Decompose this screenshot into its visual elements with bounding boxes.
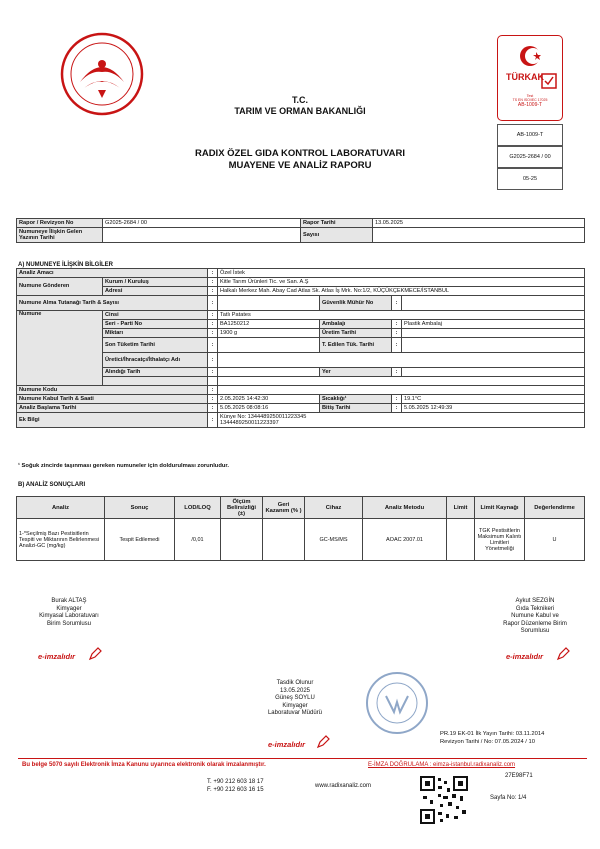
right-signer-title: Gıda Teknikeri	[515, 605, 555, 612]
center-signer-name: Güneş SOYLU	[275, 695, 315, 701]
certified-date: 13.05.2025	[279, 687, 311, 694]
table-row: Son Tüketim Tarihi : T. Edilen Tük. Tarihi :	[17, 338, 585, 353]
turkak-standard: TS EN ISO/IEC 17025	[512, 98, 548, 102]
analysis-limit-source: TGK Pestisitlerin Maksimum Kalıntı Limitleri Yönetmeliği	[475, 519, 525, 561]
col-method: Analiz Metodu	[363, 497, 447, 519]
ministry-line1: T.C.	[291, 95, 308, 105]
form-info-line2: Revizyon Tarihi / No: 07.05.2024 / 10	[440, 739, 535, 745]
place-label: Yer	[320, 368, 392, 377]
contact-info	[207, 778, 264, 794]
acceptance-label: Numune Kabul Tarih & Saati	[17, 395, 208, 404]
results-table	[16, 496, 585, 561]
report-info-table	[16, 218, 585, 243]
table-row: Analiz Başlama Tarihi : 5.05.2025 08:08:16 Bitiş Tarihi : 5.05.2025 12:49:39	[17, 404, 585, 413]
type-value: Tatlı Patates	[218, 311, 585, 320]
reception-label: T. Edilen Tük. Tarihi	[320, 338, 392, 353]
request-date-label: Numuneye İlişkin Gelen Yazının Tarihi	[17, 228, 103, 243]
analysis-device: GC-MS/MS	[305, 519, 363, 561]
table-row	[17, 519, 585, 561]
accreditation-code-box: AB-1009-T	[497, 124, 563, 146]
purchase-date-label: Alındığı Tarih	[103, 368, 208, 377]
analysis-end-label: Bitiş Tarihi	[320, 404, 392, 413]
temperature-value: 19.1°C	[402, 395, 585, 404]
ministry-line2: TARIM VE ORMAN BAKANLIĞI	[234, 106, 366, 116]
report-no-label: Rapor / Revizyon No	[17, 219, 103, 228]
table-row: Numune Alma Tutanağı Tarih & Sayısı : Güvenlik Mühür No :	[17, 296, 585, 311]
table-row: Üretici/İhracatçı/İthalatçı Adı :	[17, 353, 585, 368]
sample-code-label: Numune Kodu	[17, 386, 208, 395]
address-label: Adresi	[103, 287, 208, 296]
analysis-uncertainty	[221, 519, 263, 561]
pen-icon	[88, 647, 102, 663]
footer-divider	[18, 758, 587, 759]
right-signer-dept: Numune Kabul ve	[511, 613, 559, 619]
extra-info-label: Ek Bilgi	[17, 413, 208, 428]
temperature-label: Sıcaklığı¹	[320, 395, 392, 404]
table-row: Ek Bilgi : Künye No: 1344489250011223345 1344489250011223397	[17, 413, 585, 428]
table-row: Numune Cinsi : Tatlı Patates	[17, 311, 585, 320]
radix-stamp	[364, 670, 430, 738]
center-signer-role: Laboratuvar Müdürü	[267, 710, 323, 716]
signature-right	[480, 598, 590, 636]
col-limit-source: Limit Kaynağı	[475, 497, 525, 519]
acceptance-value: 2.05.2025 14:42:30	[218, 395, 320, 404]
left-signer-name: Burak ALTAŞ	[51, 598, 87, 604]
analysis-name: 1-*Seçilmiş Bazı Pestisitlerin Tespiti ve Miktarının Belirlenmesi Analizi-GC (mg/kg)	[17, 519, 105, 561]
sender-label: Numune Gönderen	[17, 278, 103, 296]
analysis-result: Tespit Edilemedi	[105, 519, 175, 561]
pen-icon	[556, 647, 570, 663]
table-row: Adresi : Halkalı Merkez Mah. Abay Cad Atlas Sk. Atlas İş Mrk. No:1/2, KÜÇÜKÇEKMECE/İSTANBUL	[17, 287, 585, 296]
table-row	[17, 219, 585, 228]
expiry-label: Son Tüketim Tarihi	[103, 338, 208, 353]
right-esign-label: e-imzalıdır	[506, 652, 544, 661]
col-uncertainty: Ölçüm Belirsizliği (±)	[221, 497, 263, 519]
table-row: Numune Kabul Tarih & Saati : 2.05.2025 14:42:30 Sıcaklığı¹ : 19.1°C	[17, 395, 585, 404]
table-row	[17, 377, 585, 386]
website-link[interactable]: www.radixanaliz.com	[315, 783, 372, 789]
turkak-number: AB-1009-T	[517, 102, 543, 108]
col-result: Sonuç	[105, 497, 175, 519]
package-value: Plastik Ambalaj	[402, 320, 585, 329]
legal-notice: Bu belge 5070 sayılı Elektronik İmza Kanunu uyarınca elektronik olarak imzalanmıştır.	[22, 762, 266, 768]
institution-label: Kurum / Kuruluş	[103, 278, 208, 287]
analysis-method: AOAC 2007.01	[363, 519, 447, 561]
col-analysis: Analiz	[17, 497, 105, 519]
report-date-value: 13.05.2025	[373, 219, 585, 228]
sample-info-table	[16, 268, 585, 428]
request-date-value	[103, 228, 301, 243]
analysis-limit	[447, 519, 475, 561]
col-device: Cihaz	[305, 497, 363, 519]
table-row: Numune Gönderen Kurum / Kuruluş : Kitle Tarım Ürünleri Tic. ve San. A.Ş	[17, 278, 585, 287]
turkak-test: Test	[526, 94, 534, 98]
analysis-evaluation: U	[525, 519, 585, 561]
table-row: Analiz Amacı : Özel İstek	[17, 269, 585, 278]
request-count-label: Sayısı	[301, 228, 373, 243]
results-header-row	[17, 497, 585, 519]
phone: T. +90 212 603 18 17	[207, 779, 264, 785]
section-a-title: A) NUMUNEYE İLİŞKİN BİLGİLER	[18, 262, 114, 268]
batch-value: BA1250212	[218, 320, 320, 329]
analysis-lod: /0,01	[175, 519, 221, 561]
request-count-value	[373, 228, 585, 243]
left-esign-label: e-imzalıdır	[38, 652, 76, 661]
producer-label: Üretici/İhracatçı/İthalatçı Adı	[103, 353, 208, 368]
security-label: Güvenlik Mühür No	[320, 296, 392, 311]
production-date-label: Üretim Tarihi	[320, 329, 392, 338]
extra-info-value	[218, 413, 585, 428]
table-row	[17, 228, 585, 243]
extra-info-line2: 1344489250011223397	[220, 420, 279, 426]
signature-left	[14, 598, 124, 628]
eimza-verify-link[interactable]: E-İMZA DOĞRULAMA : eimza-istanbul.radixanaliz.com	[368, 762, 516, 768]
analysis-start-value: 5.05.2025 08:08:16	[218, 404, 320, 413]
report-date-label: Rapor Tarihi	[301, 219, 373, 228]
signature-center	[240, 680, 350, 718]
report-no-value: G2025-2684 / 00	[103, 219, 301, 228]
sample-label: Numune	[17, 311, 103, 386]
fax: F. +90 212 603 16 15	[207, 787, 264, 793]
batch-label: Seri - Parti No	[103, 320, 208, 329]
extra-info-line1: Künye No: 1344489250011223345	[220, 413, 307, 420]
center-esign-label: e-imzalıdır	[268, 740, 306, 749]
right-signer-role2: Sorumlusu	[520, 628, 550, 634]
table-row: Numune Kodu :	[17, 386, 585, 395]
form-info-line1: PR.19 EK-01 İlk Yayın Tarihi: 03.11.2014	[440, 731, 545, 737]
turkak-accreditation-logo	[497, 35, 563, 121]
verify-code: 27E98F71	[505, 773, 533, 779]
table-row: Alındığı Tarih : Yer :	[17, 368, 585, 377]
turkak-logo-text: TÜRKAK	[506, 72, 544, 82]
center-signer-title: Kimyager	[282, 702, 308, 709]
type-label: Cinsi	[103, 311, 208, 320]
left-signer-role: Birim Sorumlusu	[46, 620, 91, 627]
right-signer-role: Rapor Düzenleme Birim	[503, 620, 567, 627]
address-value: Halkalı Merkez Mah. Abay Cad Atlas Sk. Atlas İş Mrk. No:1/2, KÜÇÜKÇEKMECE/İSTANBUL	[218, 287, 585, 296]
analysis-start-label: Analiz Başlama Tarihi	[17, 404, 208, 413]
left-signer-dept: Kimyasal Laboratuvarı	[39, 613, 99, 619]
pen-icon	[316, 735, 330, 751]
analysis-recovery	[263, 519, 305, 561]
month-code-box: 05-25	[497, 168, 563, 190]
lab-line2: MUAYENE VE ANALİZ RAPORU	[228, 160, 372, 171]
report-sample-label: Numune Alma Tutanağı Tarih & Sayısı	[17, 296, 208, 311]
table-row: Seri - Parti No : BA1250212 Ambalajı : Plastik Ambalaj	[17, 320, 585, 329]
section-b-title: B) ANALİZ SONUÇLARI	[18, 482, 86, 488]
amount-label: Miktarı	[103, 329, 208, 338]
institution-value: Kitle Tarım Ürünleri Tic. ve San. A.Ş	[218, 278, 585, 287]
purpose-value: Özel İstek	[218, 269, 585, 278]
right-signer-name: Aykut SEZGİN	[515, 598, 555, 604]
package-label: Ambalajı	[320, 320, 392, 329]
col-lod: LOD/LOQ	[175, 497, 221, 519]
left-signer-title: Kimyager	[56, 605, 82, 612]
page-number: Sayfa No: 1/4	[490, 795, 527, 801]
certified-label: Tasdik Olunur	[276, 680, 314, 686]
table-row: Miktarı : 1900 g Üretim Tarihi :	[17, 329, 585, 338]
report-code-box: G2025-2684 / 00	[497, 146, 563, 168]
purpose-label: Analiz Amacı	[17, 269, 208, 278]
analysis-end-value: 5.05.2025 12:49:39	[402, 404, 585, 413]
col-evaluation: Değerlendirme	[525, 497, 585, 519]
lab-line1: RADIX ÖZEL GIDA KONTROL LABORATUVARI	[194, 148, 406, 159]
form-info	[440, 730, 544, 746]
qr-code[interactable]	[420, 776, 468, 826]
cold-chain-footnote: ¹ Soğuk zincirde taşınması gereken numuneler için doldurulması zorunludur.	[18, 463, 229, 469]
col-recovery: Geri Kazanım (% )	[263, 497, 305, 519]
col-limit: Limit	[447, 497, 475, 519]
amount-value: 1900 g	[218, 329, 320, 338]
